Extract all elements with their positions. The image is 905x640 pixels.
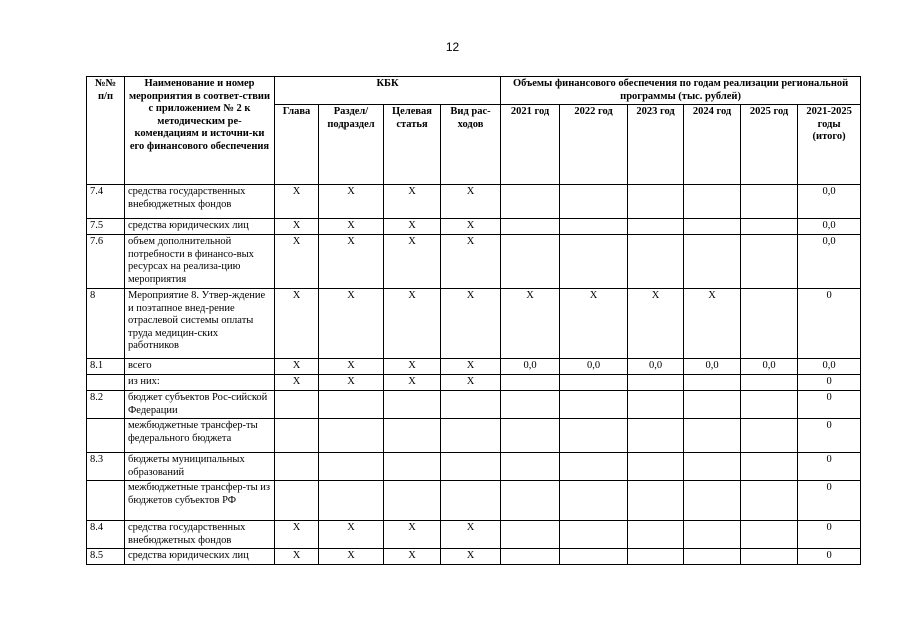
row-cell xyxy=(741,219,798,235)
row-cell xyxy=(560,375,628,391)
row-name: средства юридических лиц xyxy=(125,549,275,565)
row-cell: 0,0 xyxy=(798,219,861,235)
row-cell xyxy=(275,453,319,481)
table-row xyxy=(87,419,861,453)
row-cell xyxy=(628,185,684,219)
row-name: из них: xyxy=(125,375,275,391)
row-name: средства государственных внебюджетных фондов xyxy=(125,185,275,219)
row-cell xyxy=(501,391,560,419)
row-cell xyxy=(501,419,560,453)
row-cell xyxy=(741,375,798,391)
table-row xyxy=(87,391,861,419)
row-cell xyxy=(741,521,798,549)
row-cell xyxy=(684,521,741,549)
row-cell: X xyxy=(319,219,384,235)
row-cell xyxy=(741,391,798,419)
row-cell: X xyxy=(441,219,501,235)
row-cell: X xyxy=(319,375,384,391)
table-row xyxy=(87,481,861,521)
row-name: объем дополнительной потребности в финансо-вых ресурсах на реализа-цию мероприятия xyxy=(125,235,275,289)
row-cell: X xyxy=(501,289,560,359)
row-cell xyxy=(741,549,798,565)
row-cell xyxy=(741,289,798,359)
row-cell: 0,0 xyxy=(560,359,628,375)
row-cell xyxy=(441,419,501,453)
row-cell: X xyxy=(319,185,384,219)
row-number: 8.3 xyxy=(87,453,125,481)
row-cell xyxy=(384,481,441,521)
row-number: 8.2 xyxy=(87,391,125,419)
row-cell xyxy=(628,391,684,419)
row-cell: X xyxy=(384,375,441,391)
table-row xyxy=(87,453,861,481)
row-cell: 0,0 xyxy=(798,359,861,375)
row-name: средства государственных внебюджетных фондов xyxy=(125,521,275,549)
row-cell xyxy=(319,481,384,521)
header-name: Наименование и номер мероприятия в соответ-ствии с приложением № 2 к методическим ре-комендациям и источни-ки его финансового обеспечения xyxy=(125,77,275,185)
row-number: 7.4 xyxy=(87,185,125,219)
row-cell: X xyxy=(441,549,501,565)
row-cell xyxy=(501,481,560,521)
row-cell xyxy=(275,391,319,419)
row-cell xyxy=(628,521,684,549)
row-cell xyxy=(560,481,628,521)
row-number xyxy=(87,481,125,521)
row-cell: X xyxy=(275,289,319,359)
table-row xyxy=(87,549,861,565)
header-year-col: 2022 год xyxy=(560,105,628,185)
row-cell: X xyxy=(275,549,319,565)
row-cell xyxy=(319,453,384,481)
row-cell xyxy=(501,185,560,219)
row-cell: 0 xyxy=(798,481,861,521)
row-cell: 0 xyxy=(798,453,861,481)
row-cell: X xyxy=(384,185,441,219)
row-cell: X xyxy=(384,359,441,375)
row-cell xyxy=(628,375,684,391)
row-cell xyxy=(560,453,628,481)
row-cell: X xyxy=(441,359,501,375)
row-cell: X xyxy=(384,549,441,565)
row-number: 8.5 xyxy=(87,549,125,565)
row-cell xyxy=(684,481,741,521)
row-cell xyxy=(628,219,684,235)
row-cell: X xyxy=(441,521,501,549)
row-cell xyxy=(560,235,628,289)
page-number: 12 xyxy=(445,40,460,54)
row-cell xyxy=(501,235,560,289)
row-cell: X xyxy=(275,521,319,549)
row-cell xyxy=(741,453,798,481)
row-cell: X xyxy=(684,289,741,359)
row-cell xyxy=(501,521,560,549)
row-cell: 0 xyxy=(798,419,861,453)
row-cell xyxy=(501,375,560,391)
header-kbk-col: Целевая статья xyxy=(384,105,441,185)
header-year-col: 2023 год xyxy=(628,105,684,185)
row-cell: X xyxy=(319,521,384,549)
row-number xyxy=(87,375,125,391)
row-number: 8.4 xyxy=(87,521,125,549)
row-cell xyxy=(275,481,319,521)
row-number: 8.1 xyxy=(87,359,125,375)
row-cell: X xyxy=(628,289,684,359)
row-cell xyxy=(628,235,684,289)
row-cell xyxy=(319,419,384,453)
row-cell xyxy=(684,391,741,419)
row-cell: X xyxy=(441,185,501,219)
row-cell: X xyxy=(384,289,441,359)
row-cell xyxy=(628,549,684,565)
row-cell xyxy=(684,219,741,235)
table-row xyxy=(87,235,861,289)
row-cell xyxy=(441,481,501,521)
row-cell xyxy=(560,391,628,419)
row-cell: 0,0 xyxy=(798,235,861,289)
header-kbk: КБК xyxy=(275,77,501,105)
row-number: 8 xyxy=(87,289,125,359)
row-cell xyxy=(684,549,741,565)
financing-table xyxy=(86,76,861,565)
table-row xyxy=(87,521,861,549)
row-name: Мероприятие 8. Утвер-ждение и поэтапное внед-рение отраслевой системы оплаты труда медицин-ских работников xyxy=(125,289,275,359)
row-cell xyxy=(684,185,741,219)
row-cell: X xyxy=(441,289,501,359)
row-cell: X xyxy=(275,375,319,391)
row-cell: X xyxy=(319,359,384,375)
table-row xyxy=(87,375,861,391)
header-kbk-col: Глава xyxy=(275,105,319,185)
row-cell: X xyxy=(384,235,441,289)
row-cell xyxy=(560,419,628,453)
row-cell xyxy=(628,419,684,453)
row-cell: X xyxy=(319,549,384,565)
row-cell xyxy=(384,419,441,453)
row-number xyxy=(87,419,125,453)
row-cell xyxy=(560,219,628,235)
row-cell xyxy=(684,375,741,391)
row-cell: X xyxy=(319,235,384,289)
row-cell xyxy=(741,235,798,289)
header-num: №№ п/п xyxy=(87,77,125,185)
table-row xyxy=(87,289,861,359)
row-cell xyxy=(441,391,501,419)
row-cell xyxy=(628,481,684,521)
row-name: всего xyxy=(125,359,275,375)
row-cell xyxy=(684,419,741,453)
row-cell xyxy=(741,185,798,219)
header-year-col: 2024 год xyxy=(684,105,741,185)
row-cell xyxy=(560,185,628,219)
row-cell xyxy=(684,453,741,481)
row-cell xyxy=(275,419,319,453)
row-cell: 0,0 xyxy=(741,359,798,375)
row-cell: 0 xyxy=(798,549,861,565)
row-cell: X xyxy=(275,219,319,235)
row-cell: X xyxy=(560,289,628,359)
header-volumes: Объемы финансового обеспечения по годам реализации региональной программы (тыс. рублей) xyxy=(501,77,861,105)
row-cell: 0,0 xyxy=(628,359,684,375)
row-cell xyxy=(560,521,628,549)
table-row xyxy=(87,185,861,219)
header-year-col: 2021-2025 годы (итого) xyxy=(798,105,861,185)
table-row xyxy=(87,359,861,375)
row-cell xyxy=(319,391,384,419)
row-name: средства юридических лиц xyxy=(125,219,275,235)
table-row xyxy=(87,219,861,235)
row-cell xyxy=(501,549,560,565)
row-cell: X xyxy=(275,359,319,375)
row-number: 7.5 xyxy=(87,219,125,235)
header-year-col: 2021 год xyxy=(501,105,560,185)
row-name: бюджет субъектов Рос-сийской Федерации xyxy=(125,391,275,419)
row-cell xyxy=(384,391,441,419)
row-cell: 0 xyxy=(798,375,861,391)
row-cell: X xyxy=(275,185,319,219)
row-cell: 0 xyxy=(798,521,861,549)
header-year-col: 2025 год xyxy=(741,105,798,185)
row-cell: 0 xyxy=(798,289,861,359)
row-cell xyxy=(501,219,560,235)
row-cell xyxy=(441,453,501,481)
row-number: 7.6 xyxy=(87,235,125,289)
row-cell: 0,0 xyxy=(684,359,741,375)
row-cell xyxy=(684,235,741,289)
row-cell: X xyxy=(319,289,384,359)
header-kbk-col: Раздел/ подраздел xyxy=(319,105,384,185)
row-cell: 0,0 xyxy=(501,359,560,375)
header-kbk-col: Вид рас-ходов xyxy=(441,105,501,185)
row-cell xyxy=(741,419,798,453)
row-cell xyxy=(741,481,798,521)
row-cell: 0 xyxy=(798,391,861,419)
row-name: межбюджетные трансфер-ты из бюджетов субъектов РФ xyxy=(125,481,275,521)
row-cell xyxy=(628,453,684,481)
row-name: бюджеты муниципальных образований xyxy=(125,453,275,481)
row-cell xyxy=(384,453,441,481)
row-cell: X xyxy=(441,375,501,391)
row-cell: X xyxy=(441,235,501,289)
row-cell: 0,0 xyxy=(798,185,861,219)
row-name: межбюджетные трансфер-ты федерального бюджета xyxy=(125,419,275,453)
row-cell: X xyxy=(384,521,441,549)
row-cell xyxy=(501,453,560,481)
row-cell: X xyxy=(275,235,319,289)
row-cell: X xyxy=(384,219,441,235)
row-cell xyxy=(560,549,628,565)
